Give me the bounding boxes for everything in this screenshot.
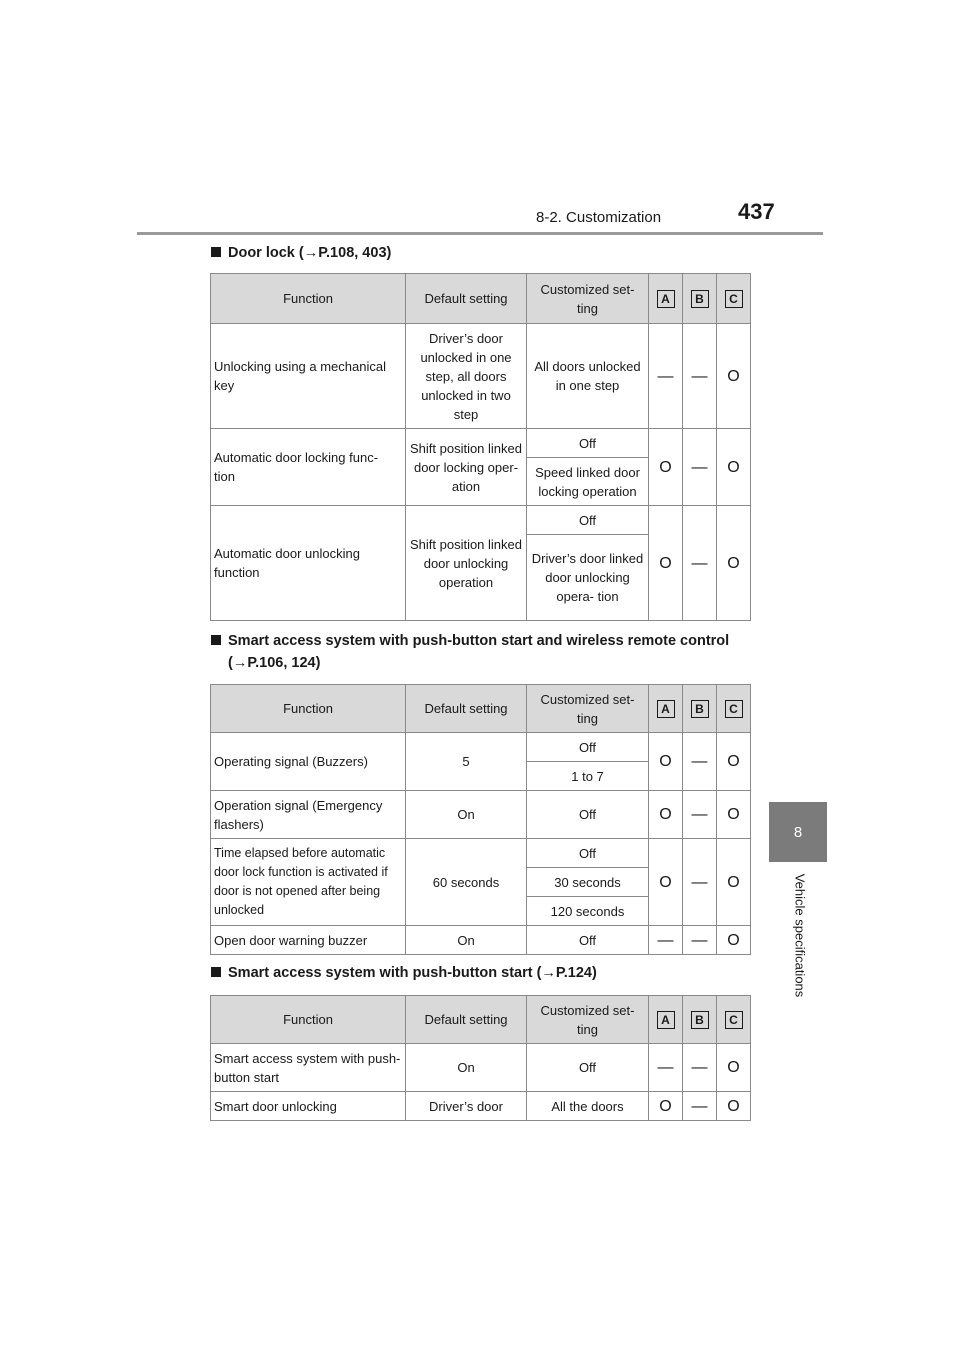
label-a-icon: A (657, 700, 675, 718)
table-row: Driver’s door linked door unlocking opera- tion (211, 535, 751, 621)
label-c-icon: C (725, 290, 743, 308)
section-title: 8-2. Customization (536, 209, 662, 226)
label-a-icon: A (657, 1011, 675, 1029)
table-row: Speed linked door locking operation (211, 458, 751, 506)
col-c (717, 274, 751, 324)
table-row: Smart access system with push- button start On Off — — O (211, 1044, 751, 1092)
col-custom: Customized set- ting (527, 274, 649, 324)
section-heading-smart-access: Smart access system with push-button start (→P.124) (211, 962, 597, 984)
col-a (649, 274, 683, 324)
table-row: Operating signal (Buzzers) 5 Off O — O (211, 733, 751, 762)
table-row: 120 seconds (211, 897, 751, 926)
col-b (683, 274, 717, 324)
col-function: Function (211, 274, 406, 324)
label-a-icon: A (657, 290, 675, 308)
table-row: Time elapsed before automatic door lock function is activated if door is not opened after being unlocked 60 seconds Off O — O (211, 839, 751, 868)
smart-access-remote-table (210, 684, 751, 955)
table-row: Operation signal (Emergency flashers) On Off O — O (211, 791, 751, 839)
chapter-number: 8 (793, 823, 803, 841)
table-row: Open door warning buzzer On Off — — O (211, 926, 751, 955)
table-row: Automatic door unlocking function Shift position linked door unlocking operation Off O — O (211, 506, 751, 535)
square-bullet-icon (211, 967, 221, 977)
table-row: Automatic door locking func- tion Shift position linked door locking oper- ation Off O — O (211, 429, 751, 458)
table-header-row: Function Default setting Customized set- ting A B C (211, 996, 751, 1044)
table-header-row (211, 274, 751, 324)
square-bullet-icon (211, 247, 221, 257)
header-rule (137, 232, 823, 235)
table-row: 1 to 7 (211, 762, 751, 791)
section-heading-door-lock: Door lock (→P.108, 403) (211, 242, 391, 264)
table-row: 30 seconds (211, 868, 751, 897)
table-row: Unlocking using a mechanical key Driver’s door unlocked in one step, all doors unlocked in two step All doors unlocked in one step — — O (211, 324, 751, 429)
label-b-icon: B (691, 1011, 709, 1029)
square-bullet-icon (211, 635, 221, 645)
door-lock-table (210, 273, 751, 621)
label-b-icon: B (691, 290, 709, 308)
label-c-icon: C (725, 1011, 743, 1029)
table-row: Smart door unlocking Driver’s door All the doors O — O (211, 1092, 751, 1121)
smart-access-table (210, 995, 751, 1121)
label-b-icon: B (691, 700, 709, 718)
label-c-icon: C (725, 700, 743, 718)
table-header-row: Function Default setting Customized set- ting A B C (211, 685, 751, 733)
chapter-label-text: Vehicle specifications (792, 873, 808, 998)
section-heading-smart-access-remote: Smart access system with push-button start and wireless remote control (→P.106, 124) (211, 630, 729, 674)
chapter-tab (769, 802, 827, 862)
page-number: 437 (738, 199, 775, 224)
chapter-label (788, 870, 810, 1010)
col-default: Default setting (406, 274, 527, 324)
